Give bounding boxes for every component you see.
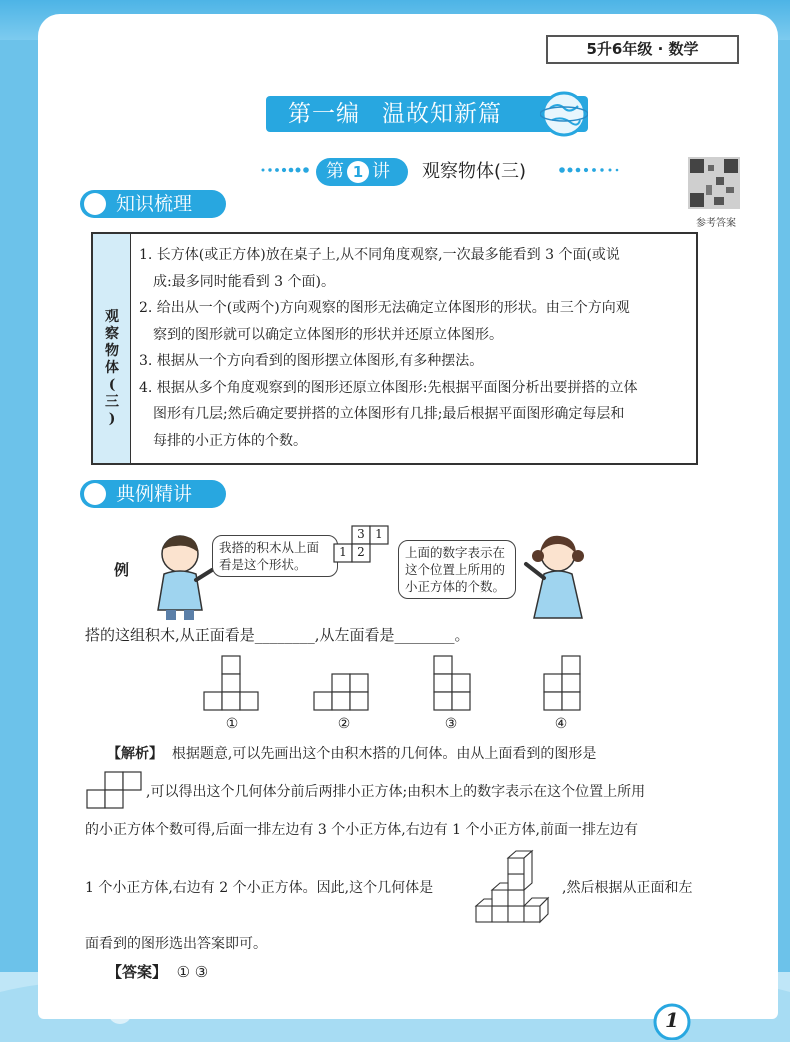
- analysis-line-5: ,然后根据从正面和左: [562, 880, 693, 896]
- lecture-number: 1: [347, 161, 369, 183]
- option-figure-1: [204, 656, 258, 710]
- knowledge-point: 4. 根据从多个角度观察到的图形还原立体图形:先根据平面图分析出要拼搭的立体 图形有几层;然后确定要拼搭的立体图形有几排;最后根据平面图形确定每层和 每排的小正方体的个数。: [139, 379, 638, 449]
- answer-line: [107, 962, 208, 982]
- analysis-line-1: 【解析】 根据题意,可以先画出这个由积木搭的几何体。由从上面看到的图形是: [107, 746, 597, 762]
- qr-label: 参考答案: [696, 218, 736, 229]
- boy-illustration: [148, 530, 218, 622]
- answer-value: ① ③: [176, 963, 209, 981]
- qr-code[interactable]: [688, 157, 740, 209]
- banner-part: 第一编: [288, 101, 360, 127]
- lecture-suffix: 讲: [372, 161, 390, 182]
- book-icon: [84, 193, 106, 215]
- section-example: [80, 480, 226, 508]
- boy-speech-bubble: 我搭的积木从上面 看是这个形状。: [212, 535, 338, 577]
- knowledge-side-panel: [93, 234, 131, 463]
- analysis-label: 【解析】: [107, 746, 163, 762]
- knowledge-point: 2. 给出从一个(或两个)方向观察的图形无法确定立体图形的形状。由三个方向观 察到的图形就可以确定立体图形的形状并还原立体图形。: [139, 300, 630, 343]
- question-text: 搭的这组积木,从正面看是________,从左面看是________。: [85, 626, 470, 644]
- girl-illustration: [518, 530, 598, 626]
- analysis-line-2: ,可以得出这个几何体分前后两排小正方体;由积木上的数字表示在这个位置上所用: [146, 784, 646, 800]
- option-figure-4: [544, 656, 580, 710]
- example-label: 例: [114, 561, 130, 579]
- analysis-line-4: 1 个小正方体,右边有 2 个小正方体。因此,这个几何体是: [85, 880, 434, 896]
- solid-figure: [468, 848, 554, 926]
- option-figure-2: [314, 674, 368, 710]
- section-knowledge-title: 知识梳理: [116, 193, 193, 215]
- lecture-prefix: 第: [326, 161, 344, 182]
- grade-tag: 5升6年级 · 数学: [546, 35, 739, 64]
- answer-label: 【答案】: [107, 963, 168, 981]
- banner-name: 温故知新篇: [382, 101, 502, 127]
- globe-icon: [540, 90, 588, 138]
- dots-right-decoration: [558, 167, 620, 173]
- top-view-number: 1: [339, 545, 347, 559]
- dots-left-decoration: [260, 167, 312, 173]
- top-view-number: 1: [375, 527, 383, 541]
- lecture-title: 观察物体(三): [422, 161, 527, 182]
- section-knowledge: [80, 190, 226, 218]
- analysis-top-view-figure: [85, 770, 145, 810]
- analysis-line-3: 的小正方体个数可得,后面一排左边有 3 个小正方体,右边有 1 个小正方体,前面一排左边有: [85, 822, 638, 838]
- option-label-2: ②: [337, 716, 351, 732]
- option-figure-3: [434, 656, 470, 710]
- knowledge-points: [139, 242, 695, 454]
- option-label-3: ③: [444, 716, 458, 732]
- top-view-number: 3: [357, 527, 365, 541]
- page-number: 1: [665, 1008, 679, 1032]
- page-sheet: [38, 14, 778, 1019]
- analysis-line-6: 面看到的图形选出答案即可。: [85, 936, 267, 952]
- top-view-number: 2: [357, 545, 365, 559]
- option-label-1: ①: [225, 716, 239, 732]
- lecture-pill: [316, 158, 408, 186]
- knowledge-side-label: 观 察 物 体 ( 三 ): [105, 309, 119, 427]
- section-example-title: 典例精讲: [116, 483, 193, 505]
- girl-speech-bubble: 上面的数字表示在 这个位置上所用的 小正方体的个数。: [398, 540, 516, 599]
- knowledge-point: 3. 根据从一个方向看到的图形摆立体图形,有多种摆法。: [139, 353, 484, 369]
- knowledge-box: [91, 232, 698, 465]
- option-label-4: ④: [554, 716, 568, 732]
- thumbs-up-icon: [84, 483, 106, 505]
- knowledge-point: 1. 长方体(或正方体)放在桌子上,从不同角度观察,一次最多能看到 3 个面(或说 成:最多同时能看到 3 个面)。: [139, 247, 620, 290]
